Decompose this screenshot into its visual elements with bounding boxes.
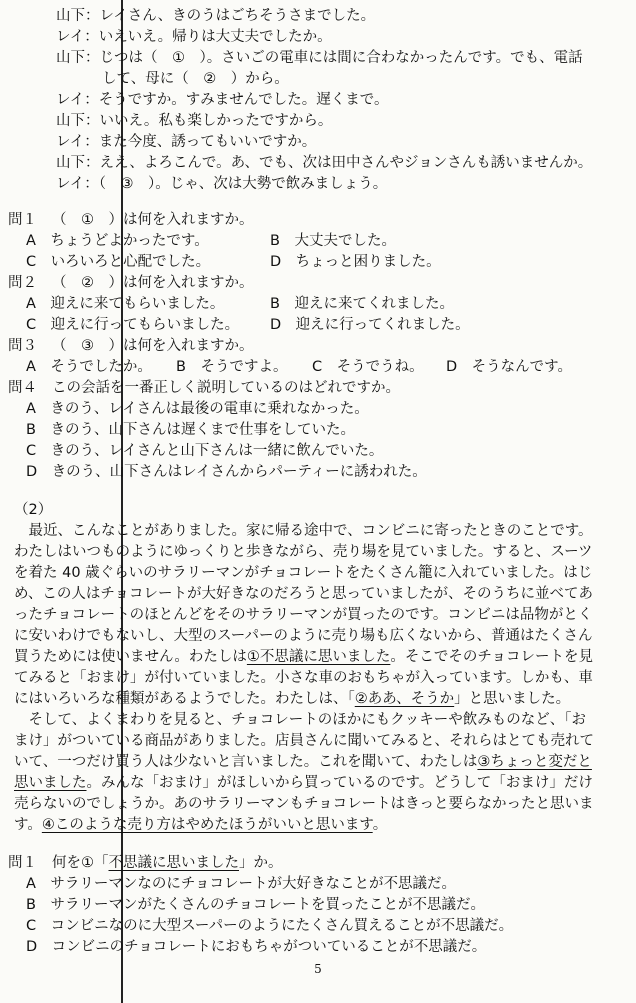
passage-line: そして、よくまわりを見ると、チョコレートのほかにもクッキーや飲みものなど、「お (14, 712, 587, 728)
option-d: D きのう、山下さんはレイさんからパーティーに誘われた。 (26, 464, 427, 480)
passage-line: ったチョコレートのほとんどをそのサラリーマンが買ったのです。コンビニは品物がとく (14, 607, 593, 623)
option-b: B サラリーマンがたくさんのチョコレートを買ったことが不思議だ。 (26, 897, 486, 913)
dialogue-line: 山下：レイさん、きのうはごちそうさまでした。 (56, 8, 376, 24)
option-a: A そうでしたか。 (26, 359, 152, 375)
passage-line: 買うためには使いません。わたしは①不思議に思いました。そこでそのチョコレートを見 (14, 649, 593, 665)
passage-line: に安いわけでもないし、大型のスーパーのように売り場も広くないから、普通はたくさん (14, 628, 593, 644)
option-a: A きのう、レイさんは最後の電車に乗れなかった。 (26, 401, 369, 417)
option-c: C コンビニなのに大型スーパーのようにたくさん買えることが不思議だ。 (26, 918, 514, 934)
option-b: B 迎えに来てくれました。 (270, 296, 454, 312)
passage-line: 売らないのでしょうか。あのサラリーマンもチョコレートはきっと要らなかったと思いま (14, 796, 594, 812)
dialogue-line: 山下：いいえ。私も楽しかったですから。 (56, 113, 333, 129)
underlined-phrase-4: ④このような売り方はやめたほうがいいと思います (41, 817, 373, 833)
question-stem: （ ① ）は何を入れますか。 (52, 212, 254, 228)
passage-line: 最近、こんなことがありました。家に帰る途中で、コンビニに寄ったときのことです。 (14, 523, 593, 539)
dialogue-line: 山下：じつは（ ① ）。さいごの電車には間に合わなかったんです。でも、電話 (56, 50, 583, 66)
passage-line: わたしはいつものようにゆっくりと歩きながら、売り場を見ていました。すると、スーツ (14, 544, 593, 560)
underlined-phrase-3: ③ちょっと変だと (477, 754, 592, 770)
question-number: 問４ (8, 380, 37, 396)
underlined-phrase-2: ②ああ、そうか (354, 691, 455, 707)
option-d: D そうなんです。 (446, 359, 573, 375)
question-stem: この会話を一番正しく説明しているのはどれですか。 (52, 380, 400, 396)
passage-line: いて、一つだけ買う人は少ないと言いました。これを聞いて、わたしは③ちょっと変だと (14, 754, 592, 770)
dialogue-line: レイ：そうですか。すみませんでした。遅くまで。 (56, 92, 389, 108)
dialogue-line: 山下：ええ、よろこんで。あ、でも、次は田中さんやジョンさんも誘いませんか。 (56, 155, 593, 171)
option-b: B 大丈夫でした。 (270, 233, 396, 249)
option-c: C いろいろと心配でした。 (26, 254, 211, 270)
dialogue-line: レイ：いえいえ。帰りは大丈夫でしたか。 (56, 29, 332, 45)
option-a: A サラリーマンなのにチョコレートが大好きなことが不思議だ。 (26, 876, 456, 892)
passage-line: にはいろいろな種類があるようでした。わたしは、「②ああ、そうか」と思いました。 (14, 691, 571, 707)
passage-line: てみると「おまけ」が付いていました。小さな車のおもちゃが入っています。しかも、車 (14, 670, 593, 686)
question-number: 問１ (8, 855, 37, 871)
question-number: 問１ (8, 212, 37, 228)
question-number: 問３ (8, 338, 37, 354)
dialogue-line: レイ：また今度、誘ってもいいですか。 (56, 134, 317, 150)
question-stem: （ ③ ）は何を入れますか。 (52, 338, 254, 354)
question-stem: （ ② ）は何を入れますか。 (52, 275, 254, 291)
question-stem: 何を①「不思議に思いました」か。 (52, 855, 283, 871)
option-d: D ちょっと困りました。 (270, 254, 441, 270)
option-c: C 迎えに行ってもらいました。 (26, 317, 240, 333)
option-d: D コンビニのチョコレートにおもちゃがついていることが不思議だ。 (26, 939, 487, 955)
option-b: B そうですよ。 (176, 359, 288, 375)
option-d: D 迎えに行ってくれました。 (270, 317, 470, 333)
option-c: C きのう、レイさんと山下さんは一緒に飲んでいた。 (26, 443, 384, 459)
dialogue-line: して、母に（ ② ）から。 (102, 71, 289, 87)
underlined-phrase-3b: 思いました (14, 775, 87, 791)
question-number: 問２ (8, 275, 37, 291)
passage-line: を着た 40 歳ぐらいのサラリーマンがチョコレートをたくさん籠に入れていました。はじ (14, 565, 593, 581)
option-b: B きのう、山下さんは遅くまで仕事をしていた。 (26, 422, 355, 438)
page-number: 5 (314, 962, 322, 976)
passage-line: す。④このような売り方はやめたほうがいいと思います。 (14, 817, 388, 833)
passage-line: 思いました。みんな「おまけ」がほしいから買っているのです。どうして「おまけ」だけ (14, 775, 593, 791)
passage-line: め、この人はチョコレートが大好きなのだろうと思っていましたが、そのうちに並べてあ (14, 586, 593, 602)
option-a: A ちょうどよかったです。 (26, 233, 209, 249)
section-label: （2） (14, 502, 53, 518)
option-a: A 迎えに来てもらいました。 (26, 296, 225, 312)
underlined-phrase-1: ①不思議に思いました (246, 649, 391, 665)
passage-line: まけ」がついている商品がありました。店員さんに聞いてみると、それらはとても売れて (14, 733, 594, 749)
option-c: C そうでうね。 (312, 359, 424, 375)
dialogue-line: レイ：（ ③ ）。じゃ、次は大勢で飲みましょう。 (56, 176, 388, 192)
